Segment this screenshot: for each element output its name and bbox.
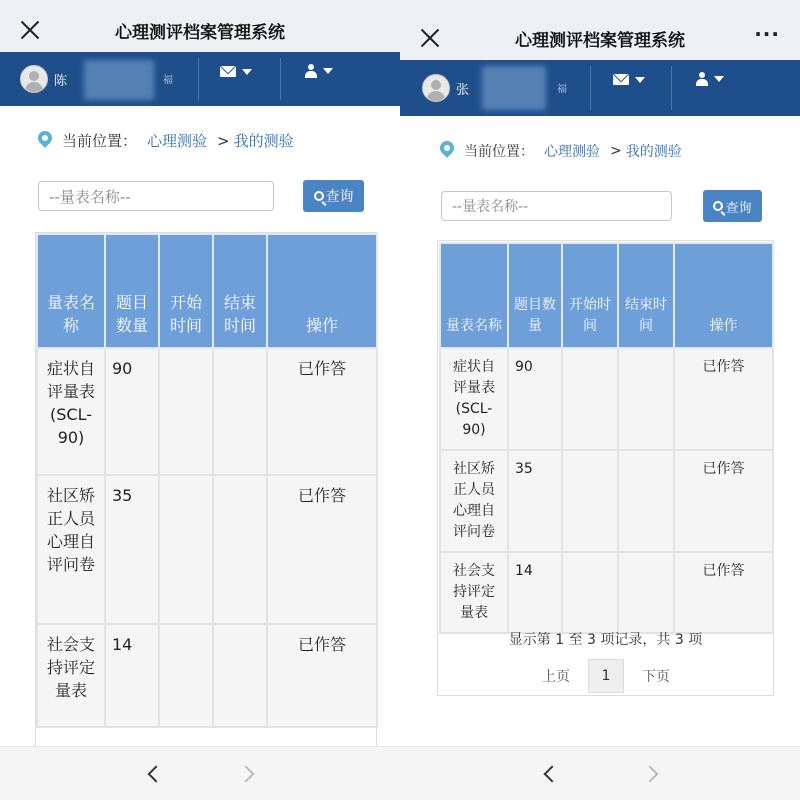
cell-scale-name: 症状自评量表(SCL-90) <box>37 348 105 475</box>
nav-bar <box>400 60 800 116</box>
breadcrumb <box>440 141 682 161</box>
cell-start-time <box>159 475 213 624</box>
cell-scale-name: 症状自评量表(SCL-90) <box>440 348 508 450</box>
chevron-right-icon[interactable] <box>238 766 255 783</box>
table-row <box>37 348 377 475</box>
cell-scale-name: 社区矫正人员心理自评问卷 <box>37 475 105 624</box>
table-row <box>37 624 377 727</box>
table-header-row <box>440 243 773 348</box>
avatar <box>20 65 48 93</box>
results-table <box>439 242 774 634</box>
pagination-info: 显示第 1 至 3 项记录，共 3 项 <box>508 632 703 648</box>
header-question-count: 题目数量 <box>508 243 562 348</box>
user-name: 陈 <box>54 73 68 89</box>
bottom-nav-bar <box>0 746 400 800</box>
header-start-time: 开始时间 <box>562 243 618 348</box>
cell-question-count: 90 <box>508 348 562 450</box>
cell-scale-name: 社会支持评定量表 <box>440 552 508 633</box>
more-icon[interactable]: ··· <box>754 22 780 46</box>
header-question-count: 题目数量 <box>105 234 159 348</box>
cell-question-count: 14 <box>508 552 562 633</box>
user-menu[interactable] <box>422 60 469 116</box>
location-pin-icon <box>38 131 52 151</box>
app-title: 心理测评档案管理系统 <box>115 23 285 43</box>
breadcrumb-link-my-tests[interactable]: 我的测验 <box>233 132 294 150</box>
chevron-left-icon[interactable] <box>148 766 165 783</box>
cell-action[interactable]: 已作答 <box>674 348 773 450</box>
header-scale-name: 量表名称 <box>440 243 508 348</box>
profile-menu[interactable] <box>696 72 724 86</box>
mail-menu[interactable] <box>613 74 645 85</box>
cell-start-time <box>562 348 618 450</box>
breadcrumb-label: 当前位置： <box>464 144 534 160</box>
cell-question-count: 90 <box>105 348 159 475</box>
header-start-time: 开始时间 <box>159 234 213 348</box>
cell-scale-name: 社区矫正人员心理自评问卷 <box>440 450 508 552</box>
cell-action[interactable]: 已作答 <box>267 348 377 475</box>
cell-end-time <box>213 475 267 624</box>
query-button[interactable] <box>303 180 364 212</box>
table-row <box>440 450 773 552</box>
caret-down-icon <box>635 77 645 83</box>
mail-icon <box>613 74 629 85</box>
cell-start-time <box>562 552 618 633</box>
query-button-label: 查询 <box>725 200 752 216</box>
table-row <box>37 475 377 624</box>
app-title: 心理测评档案管理系统 <box>515 31 685 51</box>
cell-action[interactable]: 已作答 <box>267 475 377 624</box>
avatar <box>422 74 450 102</box>
breadcrumb-link-psych-test[interactable]: 心理测验 <box>147 132 208 150</box>
header-end-time: 结束时间 <box>213 234 267 348</box>
results-table <box>36 233 378 728</box>
cell-scale-name: 社会支持评定量表 <box>37 624 105 727</box>
divider <box>198 58 199 100</box>
profile-menu[interactable] <box>305 64 333 78</box>
results-table-container <box>437 240 774 696</box>
pagination <box>542 659 670 693</box>
search-icon <box>314 191 324 201</box>
breadcrumb-link-my-tests[interactable]: 我的测验 <box>625 144 682 160</box>
breadcrumb-separator: > <box>217 131 230 150</box>
bottom-nav-bar <box>400 746 800 800</box>
cell-question-count: 35 <box>105 475 159 624</box>
cell-end-time <box>618 348 674 450</box>
query-button-label: 查询 <box>325 189 354 205</box>
table-row <box>440 552 773 633</box>
top-bar <box>400 0 800 60</box>
blurred-region <box>84 60 154 100</box>
scale-name-input[interactable]: --量表名称-- <box>38 181 274 211</box>
header-action: 操作 <box>674 243 773 348</box>
faded-text: 福 <box>163 75 173 86</box>
blurred-region <box>482 66 546 110</box>
person-icon <box>305 64 317 78</box>
cell-action[interactable]: 已作答 <box>267 624 377 727</box>
divider <box>671 66 672 110</box>
location-pin-icon <box>440 141 454 161</box>
header-end-time: 结束时间 <box>618 243 674 348</box>
scale-name-input[interactable]: --量表名称-- <box>441 191 672 221</box>
header-scale-name: 量表名称 <box>37 234 105 348</box>
cell-start-time <box>562 450 618 552</box>
person-icon <box>696 72 708 86</box>
table-header-row <box>37 234 377 348</box>
cell-action[interactable]: 已作答 <box>674 552 773 633</box>
query-button[interactable] <box>703 190 762 222</box>
cell-end-time <box>213 348 267 475</box>
cell-end-time <box>213 624 267 727</box>
right-screenshot <box>400 0 800 800</box>
header-action: 操作 <box>267 234 377 348</box>
cell-action[interactable]: 已作答 <box>674 450 773 552</box>
breadcrumb-label: 当前位置： <box>62 132 138 150</box>
breadcrumb <box>38 130 294 151</box>
search-icon <box>713 201 723 211</box>
mail-menu[interactable] <box>220 66 252 77</box>
caret-down-icon <box>323 68 333 74</box>
cell-end-time <box>618 552 674 633</box>
results-table-container <box>35 232 377 752</box>
page-number-current[interactable]: 1 <box>588 659 624 693</box>
faded-text: 福 <box>557 84 567 95</box>
divider <box>590 66 591 110</box>
table-row <box>440 348 773 450</box>
divider <box>280 58 281 100</box>
top-bar <box>0 0 400 52</box>
user-menu[interactable] <box>20 52 67 106</box>
breadcrumb-separator: > <box>610 143 622 159</box>
caret-down-icon <box>714 76 724 82</box>
caret-down-icon <box>242 69 252 75</box>
chevron-left-icon[interactable] <box>544 766 561 783</box>
cell-start-time <box>159 624 213 727</box>
cell-end-time <box>618 450 674 552</box>
cell-question-count: 14 <box>105 624 159 727</box>
cell-start-time <box>159 348 213 475</box>
prev-page-link[interactable]: 上页 <box>542 669 570 685</box>
breadcrumb-link-psych-test[interactable]: 心理测验 <box>544 144 600 160</box>
mail-icon <box>220 66 236 77</box>
nav-bar <box>0 52 400 106</box>
cell-question-count: 35 <box>508 450 562 552</box>
next-page-link[interactable]: 下页 <box>642 669 670 685</box>
user-name: 张 <box>456 82 470 98</box>
chevron-right-icon[interactable] <box>642 766 659 783</box>
